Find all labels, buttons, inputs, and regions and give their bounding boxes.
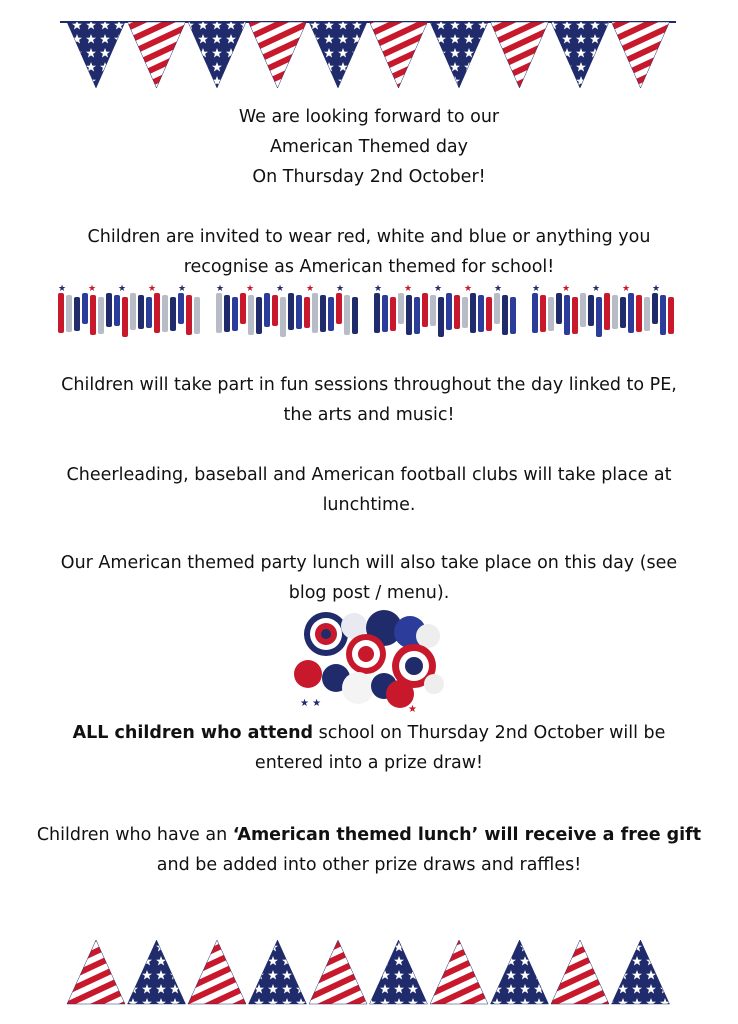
bunting-flag — [249, 940, 307, 1004]
tassel — [652, 293, 658, 324]
tassel — [312, 293, 318, 333]
star-confetti: ★ — [622, 284, 631, 294]
sessions-line-1: Children will take part in fun sessions throughout the day linked to PE, — [61, 375, 677, 395]
intro-line-3: On Thursday 2nd October! — [252, 167, 486, 187]
tassel — [668, 297, 674, 334]
tassel — [596, 297, 602, 337]
tassel — [106, 293, 112, 327]
tassel — [556, 293, 562, 324]
tassel — [256, 297, 262, 334]
tassel — [478, 295, 484, 332]
bunting-flag — [551, 940, 609, 1004]
tassel — [564, 295, 570, 335]
star-confetti: ★ — [246, 284, 255, 294]
bunting-flag — [188, 940, 246, 1004]
bunting-flag — [67, 22, 125, 88]
party-lunch-paragraph — [20, 548, 718, 608]
invite-line-1: Children are invited to wear red, white and blue or anything you — [87, 227, 651, 247]
star-confetti: ★ — [276, 284, 285, 294]
tassel — [272, 295, 278, 326]
star-confetti: ★ — [148, 284, 157, 294]
tassel — [406, 295, 412, 335]
party-lunch-line-2: blog post / menu). — [288, 583, 450, 603]
tassel — [248, 295, 254, 335]
tassel — [154, 293, 160, 333]
prize-draw-paragraph — [20, 718, 718, 778]
tassel — [352, 297, 358, 334]
tassel — [644, 297, 650, 331]
tassel — [510, 297, 516, 334]
tassel — [540, 295, 546, 332]
party-lunch-line-1: Our American themed party lunch will also take place on this day (see — [60, 553, 678, 573]
tassel — [628, 293, 634, 333]
tassel — [636, 295, 642, 332]
bunting-flag — [491, 22, 549, 88]
tassel — [82, 293, 88, 324]
tassel — [486, 297, 492, 331]
star-confetti: ★ — [404, 284, 413, 294]
tassel — [454, 295, 460, 329]
star-confetti: ★ — [306, 284, 315, 294]
bunting-flag — [430, 940, 488, 1004]
tassel — [446, 293, 452, 330]
star-confetti: ★ — [652, 284, 661, 294]
bottom-bunting — [0, 940, 738, 1006]
tassel — [232, 297, 238, 331]
tassel — [660, 295, 666, 335]
tassel — [438, 297, 444, 337]
tassel — [90, 295, 96, 335]
star-confetti: ★ — [178, 284, 187, 294]
tassel — [296, 295, 302, 329]
svg-text:★: ★ — [408, 704, 417, 715]
tassel — [122, 297, 128, 337]
tassel — [336, 293, 342, 324]
bunting-flag — [612, 940, 670, 1004]
intro-paragraph — [20, 102, 718, 192]
tassel — [98, 297, 104, 334]
intro-line-2: American Themed day — [269, 137, 469, 157]
clubs-line-2: lunchtime. — [322, 495, 416, 515]
star-confetti: ★ — [58, 284, 67, 294]
tassel-garland-image — [52, 281, 686, 339]
star-confetti: ★ — [216, 284, 225, 294]
tassel — [344, 295, 350, 335]
prize-draw-bold: ALL children who attend — [72, 723, 314, 743]
tassel — [264, 293, 270, 327]
gift-line-1 — [10, 820, 728, 850]
tassel — [162, 295, 168, 332]
star-confetti: ★ — [88, 284, 97, 294]
bunting-flag — [128, 940, 186, 1004]
prize-draw-line-1 — [20, 718, 718, 748]
star-confetti: ★ — [592, 284, 601, 294]
tassel — [130, 293, 136, 330]
tassel — [114, 295, 120, 326]
star-confetti: ★ — [336, 284, 345, 294]
tassel — [414, 297, 420, 334]
star-confetti: ★ — [374, 284, 383, 294]
star-confetti: ★ — [562, 284, 571, 294]
clubs-line-1: Cheerleading, baseball and American football clubs will take place at — [66, 465, 672, 485]
bunting-flag — [612, 22, 670, 88]
bunting-flag — [309, 940, 367, 1004]
star-confetti: ★ — [434, 284, 443, 294]
bunting-flag — [309, 22, 367, 88]
tassel — [548, 297, 554, 331]
invite-paragraph — [20, 222, 718, 282]
tassel — [304, 297, 310, 328]
bunting-flag — [370, 940, 428, 1004]
tassel — [532, 293, 538, 333]
sessions-paragraph — [20, 370, 718, 430]
tassel — [178, 293, 184, 324]
tassel — [494, 293, 500, 324]
tassel — [382, 295, 388, 332]
tassel — [502, 295, 508, 335]
bunting-flag — [188, 22, 246, 88]
tassel — [194, 297, 200, 334]
bunting-flag — [249, 22, 307, 88]
gift-paragraph — [10, 820, 728, 880]
intro-line-1: We are looking forward to our — [238, 107, 500, 127]
tassel — [470, 293, 476, 333]
gift-bold: ‘American themed lunch’ will receive a free gift — [232, 825, 702, 845]
tassel — [66, 295, 72, 332]
tassel — [74, 297, 80, 331]
tassel — [580, 293, 586, 327]
tassel — [328, 297, 334, 331]
tassel — [186, 295, 192, 335]
invite-line-2: recognise as American themed for school! — [183, 257, 555, 277]
tassel — [588, 295, 594, 326]
tassel — [604, 293, 610, 330]
tassel — [288, 293, 294, 330]
bunting-flag — [67, 940, 125, 1004]
tassel — [224, 295, 230, 332]
tassel — [430, 295, 436, 326]
tassel — [612, 295, 618, 329]
tassel — [216, 293, 222, 333]
star-confetti: ★ — [494, 284, 503, 294]
gift-lead: Children who have an — [36, 825, 233, 845]
svg-text:★ ★: ★ ★ — [300, 698, 322, 709]
tassel — [390, 297, 396, 331]
sessions-line-2: the arts and music! — [283, 405, 455, 425]
tassel — [572, 297, 578, 334]
tassel — [58, 293, 64, 333]
clubs-paragraph — [20, 460, 718, 520]
bunting-flag — [430, 22, 488, 88]
tassel — [240, 293, 246, 324]
prize-draw-line-2: entered into a prize draw! — [254, 753, 484, 773]
tassel — [320, 295, 326, 332]
bunting-flag — [491, 940, 549, 1004]
prize-draw-rest: school on Thursday 2nd October will be — [313, 723, 666, 743]
star-confetti: ★ — [464, 284, 473, 294]
tassel — [374, 293, 380, 333]
bunting-flag — [128, 22, 186, 88]
tassel — [146, 297, 152, 328]
tassel — [422, 293, 428, 327]
gift-line-2: and be added into other prize draws and raffles! — [156, 855, 582, 875]
paper-fans-image — [288, 606, 448, 716]
top-bunting — [0, 18, 738, 90]
tassel — [170, 297, 176, 331]
star-confetti: ★ — [118, 284, 127, 294]
tassel — [462, 297, 468, 328]
tassel — [398, 293, 404, 324]
bunting-flag — [370, 22, 428, 88]
tassel — [280, 297, 286, 337]
bunting-flag — [551, 22, 609, 88]
tassel — [620, 297, 626, 328]
star-confetti: ★ — [532, 284, 541, 294]
tassel — [138, 295, 144, 329]
